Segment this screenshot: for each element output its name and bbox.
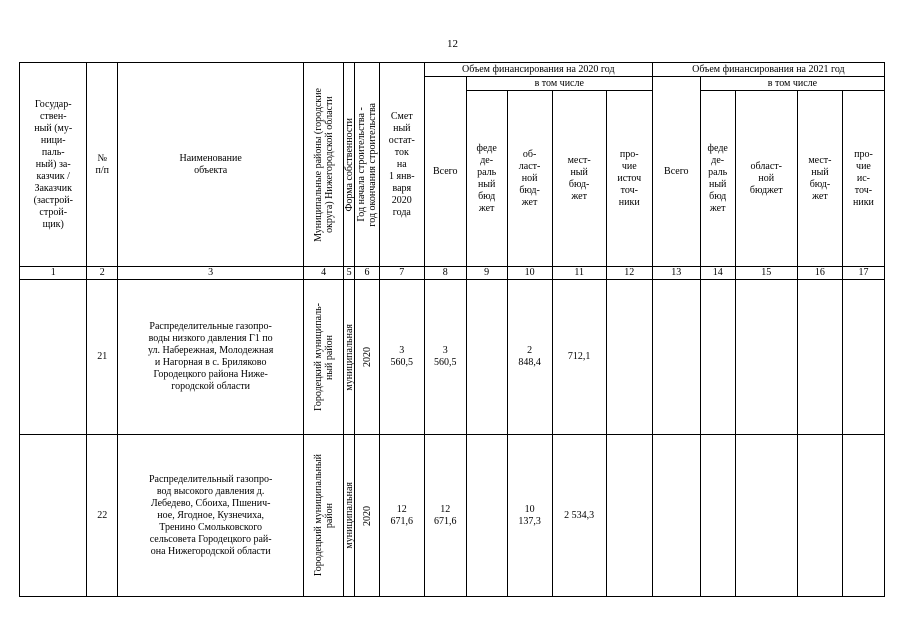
column-number: 3 (118, 267, 304, 280)
row-object-name: Распределительный газопро- вод высокого давления д. Лебедево, Сбоиха, Пшенич- ное, Ягодное, Кузнечиха, Тренино Смольковского сельсовета Городецкого рай- она Нижегородской области (118, 435, 304, 597)
header-financing-2020: Объем финансирования на 2020 год (424, 63, 652, 77)
row-estimate: 12 671,6 (379, 435, 424, 597)
header-regional-2020: об- ласт- ной бюд- жет (507, 91, 552, 267)
row-regional-2021 (735, 435, 797, 597)
column-number: 8 (424, 267, 466, 280)
row-regional-2020: 2 848,4 (507, 280, 552, 435)
header-object-name: Наименование объекта (118, 63, 304, 267)
header-district: Муниципальные районы (городские округа) Нижегородской области (312, 87, 335, 242)
row-district-cell (304, 280, 344, 435)
row-other-2020 (606, 280, 652, 435)
header-estimate: Смет ный остат- ток на 1 янв- варя 2020 года (379, 63, 424, 267)
header-local-2021: мест- ный бюд- жет (797, 91, 842, 267)
row-ownership: муниципальная (343, 482, 355, 549)
header-including-2020: в том числе (466, 77, 652, 91)
row-ownership-cell (344, 435, 355, 597)
row-ownership: муниципальная (343, 323, 355, 391)
column-number: 11 (552, 267, 606, 280)
row-customer (20, 280, 87, 435)
header-customer: Государ- ствен- ный (му- ници- паль- ный) за- казчик / Заказчик (застрой- строй- щик) (20, 63, 87, 267)
row-district: Городецкий муниципаль- ный район (312, 302, 335, 412)
header-local-2020: мест- ный бюд- жет (552, 91, 606, 267)
header-number: № п/п (87, 63, 118, 267)
row-federal-2021 (700, 280, 735, 435)
header-other-2020: про- чие источ точ- ники (606, 91, 652, 267)
row-total-2021 (652, 280, 700, 435)
page-number: 12 (447, 38, 458, 50)
row-regional-2021 (735, 280, 797, 435)
row-local-2021 (797, 435, 842, 597)
header-years: Год начала строительства - год окончания строительства (356, 102, 379, 227)
header-federal-2020: феде де- раль ный бюд жет (466, 91, 507, 267)
column-number: 14 (700, 267, 735, 280)
row-estimate: 3 560,5 (379, 280, 424, 435)
column-number: 15 (735, 267, 797, 280)
header-total-2021: Всего (652, 77, 700, 267)
row-federal-2020 (466, 435, 507, 597)
row-other-2020 (606, 435, 652, 597)
header-financing-2021: Объем финансирования на 2021 год (652, 63, 884, 77)
column-number: 7 (379, 267, 424, 280)
row-local-2020: 2 534,3 (552, 435, 606, 597)
row-other-2021 (842, 435, 884, 597)
header-years-cell (355, 63, 380, 267)
table-row (20, 435, 885, 597)
header-regional-2021: област- ной бюджет (735, 91, 797, 267)
row-object-name: Распределительные газопро- воды низкого давления Г1 по ул. Набережная, Молодежная и Нагорная в с. Бриляково Городецкого района Ниже- городской области (118, 280, 304, 435)
header-ownership: Форма собственности (343, 117, 355, 212)
header-other-2021: про- чие ис- точ- ники (842, 91, 884, 267)
row-district-cell (304, 435, 344, 597)
row-ownership-cell (344, 280, 355, 435)
column-number: 5 (344, 267, 355, 280)
row-total-2020: 3 560,5 (424, 280, 466, 435)
row-number: 21 (87, 280, 118, 435)
table-row (20, 280, 885, 435)
column-number: 6 (355, 267, 380, 280)
column-number: 1 (20, 267, 87, 280)
row-other-2021 (842, 280, 884, 435)
column-number: 9 (466, 267, 507, 280)
column-number: 16 (797, 267, 842, 280)
row-years: 2020 (361, 347, 373, 367)
investment-table (19, 62, 885, 597)
header-including-2021: в том числе (700, 77, 884, 91)
column-number: 10 (507, 267, 552, 280)
row-local-2020: 712,1 (552, 280, 606, 435)
column-number-row (20, 267, 885, 280)
row-number: 22 (87, 435, 118, 597)
row-federal-2021 (700, 435, 735, 597)
row-years-cell (355, 280, 380, 435)
header-federal-2021: феде де- раль ный бюд жет (700, 91, 735, 267)
header-total-2020: Всего (424, 77, 466, 267)
column-number: 13 (652, 267, 700, 280)
row-years-cell (355, 435, 380, 597)
row-federal-2020 (466, 280, 507, 435)
column-number: 4 (304, 267, 344, 280)
header-ownership-cell (344, 63, 355, 267)
column-number: 17 (842, 267, 884, 280)
row-district: Городецкий муниципальный район (312, 454, 335, 577)
header-district-cell (304, 63, 344, 267)
column-number: 2 (87, 267, 118, 280)
row-total-2020: 12 671,6 (424, 435, 466, 597)
row-total-2021 (652, 435, 700, 597)
row-years: 2020 (361, 505, 373, 526)
row-regional-2020: 10 137,3 (507, 435, 552, 597)
row-local-2021 (797, 280, 842, 435)
column-number: 12 (606, 267, 652, 280)
row-customer (20, 435, 87, 597)
